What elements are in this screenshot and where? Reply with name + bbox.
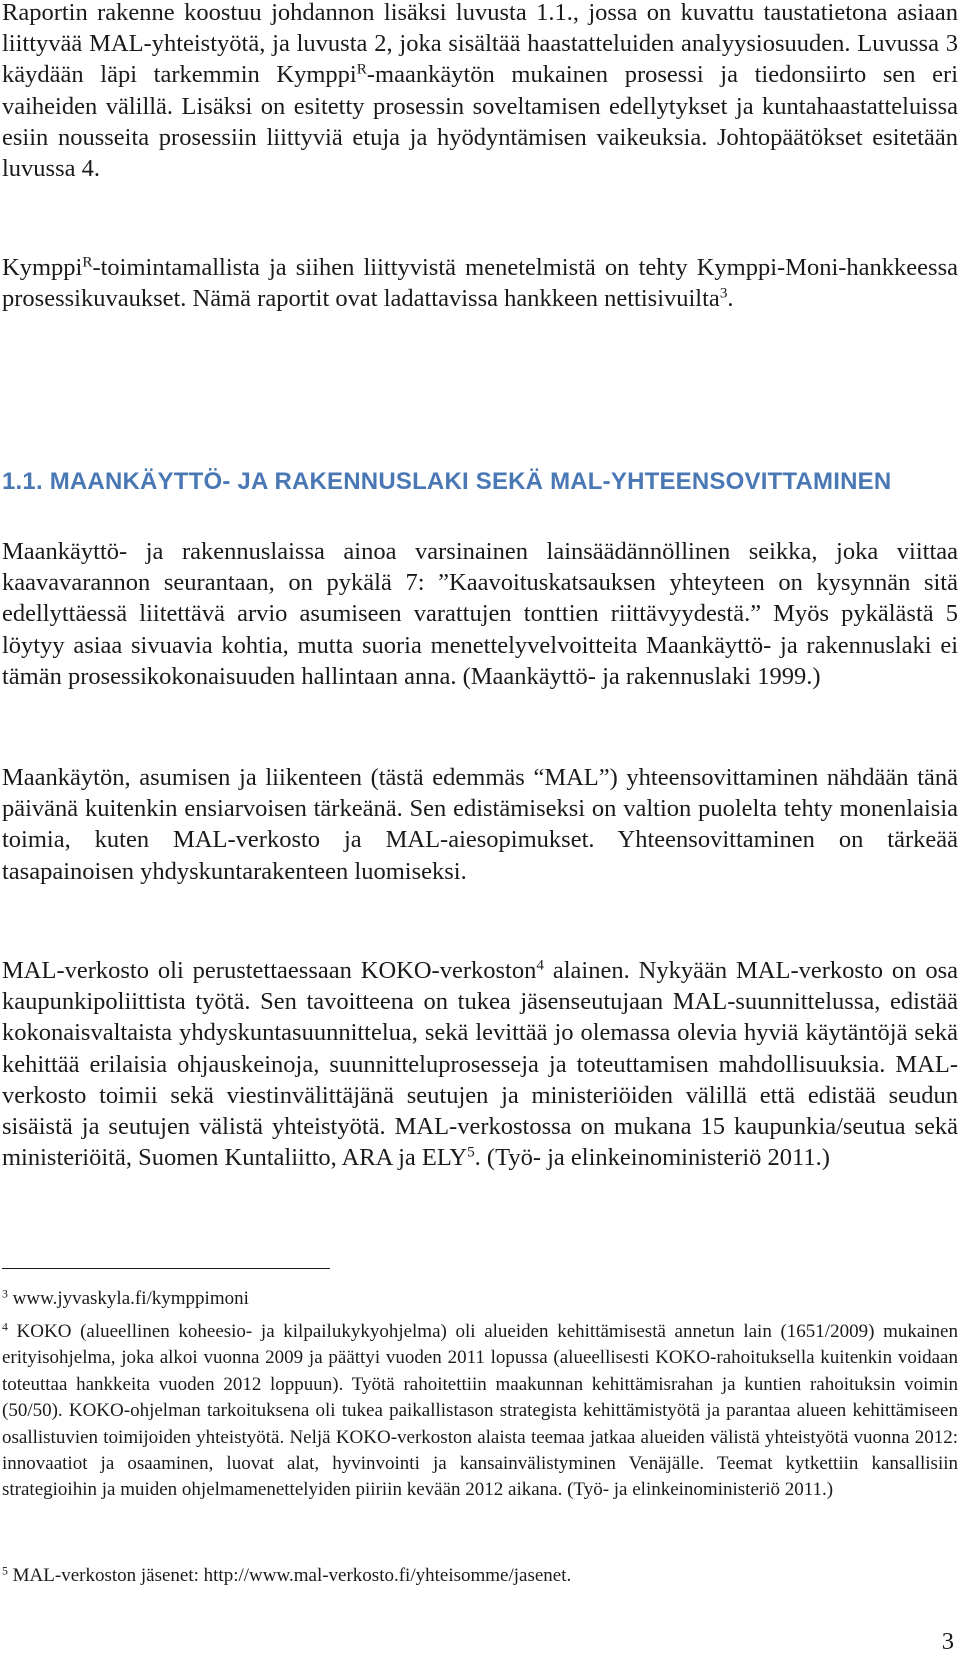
registered-superscript: R [356,61,367,79]
footnote-3 [2,1286,958,1312]
footnote-4 [2,1319,958,1504]
mal-network-text-start: MAL-verkosto oli perustettaessaan KOKO-verkoston [2,957,537,984]
process-description-paragraph [2,252,958,314]
footnote-5-text[interactable]: MAL-verkoston jäsenet: http://www.mal-verkosto.fi/yhteisomme/jasenet. [7,1565,572,1586]
footnote-ref-3[interactable]: 3 [719,284,728,302]
footnote-ref-4[interactable]: 4 [536,956,544,974]
intro-text-end: -maankäytön mukainen prosessi ja tiedonsiirto sen eri vaiheiden välillä. Lisäksi on esitetty prosessin soveltamisen edellytykset ja kuntahaastatteluissa esiin nousseita prosessiin liittyviä etuja ja hyödyntämisen vaikeuksia. Johtopäätökset esitetään luvussa 4. [2,61,958,183]
page-number: 3 [941,1628,954,1655]
mal-network-citation: . (Työ- ja elinkeinoministeriö 2011.) [474,1144,830,1172]
intro-paragraph [2,0,958,184]
process-description-text: -toimintamallista ja siihen liittyvistä menetelmistä on tehty Kymppi-Moni-hankkeessa prosessikuvaukset. Nämä raportit ovat ladattavissa hankkeen nettisivuilta [2,254,958,313]
section-heading: 1.1. MAANKÄYTTÖ- JA RAKENNUSLAKI SEKÄ MAL-YHTEENSOVITTAMINEN [2,468,892,495]
footnote-separator [2,1268,330,1269]
intro-text-start: Raportin rakenne koostuu johdannon lisäksi luvusta 1.1., jossa on kuvattu taustatietona asiaan liittyvää MAL-yhteistyötä, ja luvusta 2, joka sisältää haastatteluiden analyysiosuuden. Luvussa 3 käydään läpi tarkemmin Kymppi [2,0,958,89]
footnote-number: 3 [2,1287,8,1301]
mal-network-text: alainen. Nykyään MAL-verkosto on osa kaupunkipoliittista työtä. Sen tavoitteena on tukea jäsenseutujaan MAL-suunnittelussa, edistää kokonaisvaltaista yhdyskuntasuunnittelua, sekä levittää jo olemassa olevia hyviä käytäntöjä sekä kehittää erilaisia ohjauskeinoja, suunnitteluprosesseja ja toteuttamisen mahdollisuuksia. MAL-verkosto toimii sekä viestinvälittäjänä seutujen ja ministeriöiden välillä että edistää seudun sisäistä ja seutujen välistä yhteistyötä. MAL-verkostossa on mukana 15 kaupunkia/seutua sekä ministeriöitä, Suomen Kuntaliitto, ARA ja ELY [2,957,958,1172]
footnote-ref-5[interactable]: 5 [467,1143,475,1161]
footnote-number: 4 [2,1320,8,1334]
footnote-4-text: KOKO (alueellinen koheesio- ja kilpailukykyohjelma) oli alueiden kehittämisestä annetun lain (1651/2009) mukainen erityisohjelma, joka alkoi vuonna 2009 ja päättyi vuoden 2011 lopussa (alueellisesti KOKO-rahoituksella kuitenkin voidaan toteuttaa hankkeita vuoden 2012 loppuun). Työtä rahoitettiin maakunnan kehittämisrahan ja kuntien rahoituksin voimin (50/50). KOKO-ohjelman tarkoituksena oli tukea paikallistason strategista kehittämistyötä ja parantaa alueen kehittämiseen osallistuvien toimijoiden yhteistyötä. Neljä KOKO-verkoston alaista teemaa jatkaa alueiden välistä yhteistyötä vuonna 2012: innovaatiot ja osaaminen, luovat alat, hyvinvointi ja kansainvälistyminen Venäjälle. Teemat kytkettiin kansallisiin strategioihin ja muiden ohjelmamenettelyiden piiriin kevään 2012 aikana. (Työ- ja elinkeinoministeriö 2011.) [2,1321,958,1501]
footnote-number: 5 [2,1564,8,1578]
registered-superscript: R [82,253,93,271]
mal-coordination-paragraph: Maankäytön, asumisen ja liikenteen (tästä edemmäs “MAL”) yhteensovittaminen nähdään tänä päivänä kuitenkin ensiarvoisen tärkeänä. Sen edistämiseksi on valtion puolelta tehty monenlaisia toimia, kuten MAL-verkosto ja MAL-aiesopimukset. Yhteensovittaminen on tärkeää tasapainoisen yhdyskuntarakenteen luomiseksi. [2,764,958,885]
footnote-5 [2,1563,958,1589]
law-paragraph: Maankäyttö- ja rakennuslaissa ainoa varsinainen lainsäädännöllinen seikka, joka viittaa kaavavarannon seurantaan, on pykälä 7: ”Kaavoituskatsauksen yhteyteen on kysynnän sitä edellyttäessä liitettävä arvio asumiseen varattujen tonttien riittävyydestä.” Myös pykälästä 5 löytyy asiaa sivuavia kohtia, mutta suoria menettelyvelvoitteita Maankäyttö- ja rakennuslaki ei tämän prosessikokonaisuuden hallintaan anna. (Maankäyttö- ja rakennuslaki 1999.) [2,538,958,690]
kymppi-word: Kymppi [2,254,83,281]
footnote-3-link[interactable]: www.jyvaskyla.fi/kymppimoni [7,1288,249,1309]
mal-network-paragraph [2,955,958,1173]
period: . [727,285,734,313]
